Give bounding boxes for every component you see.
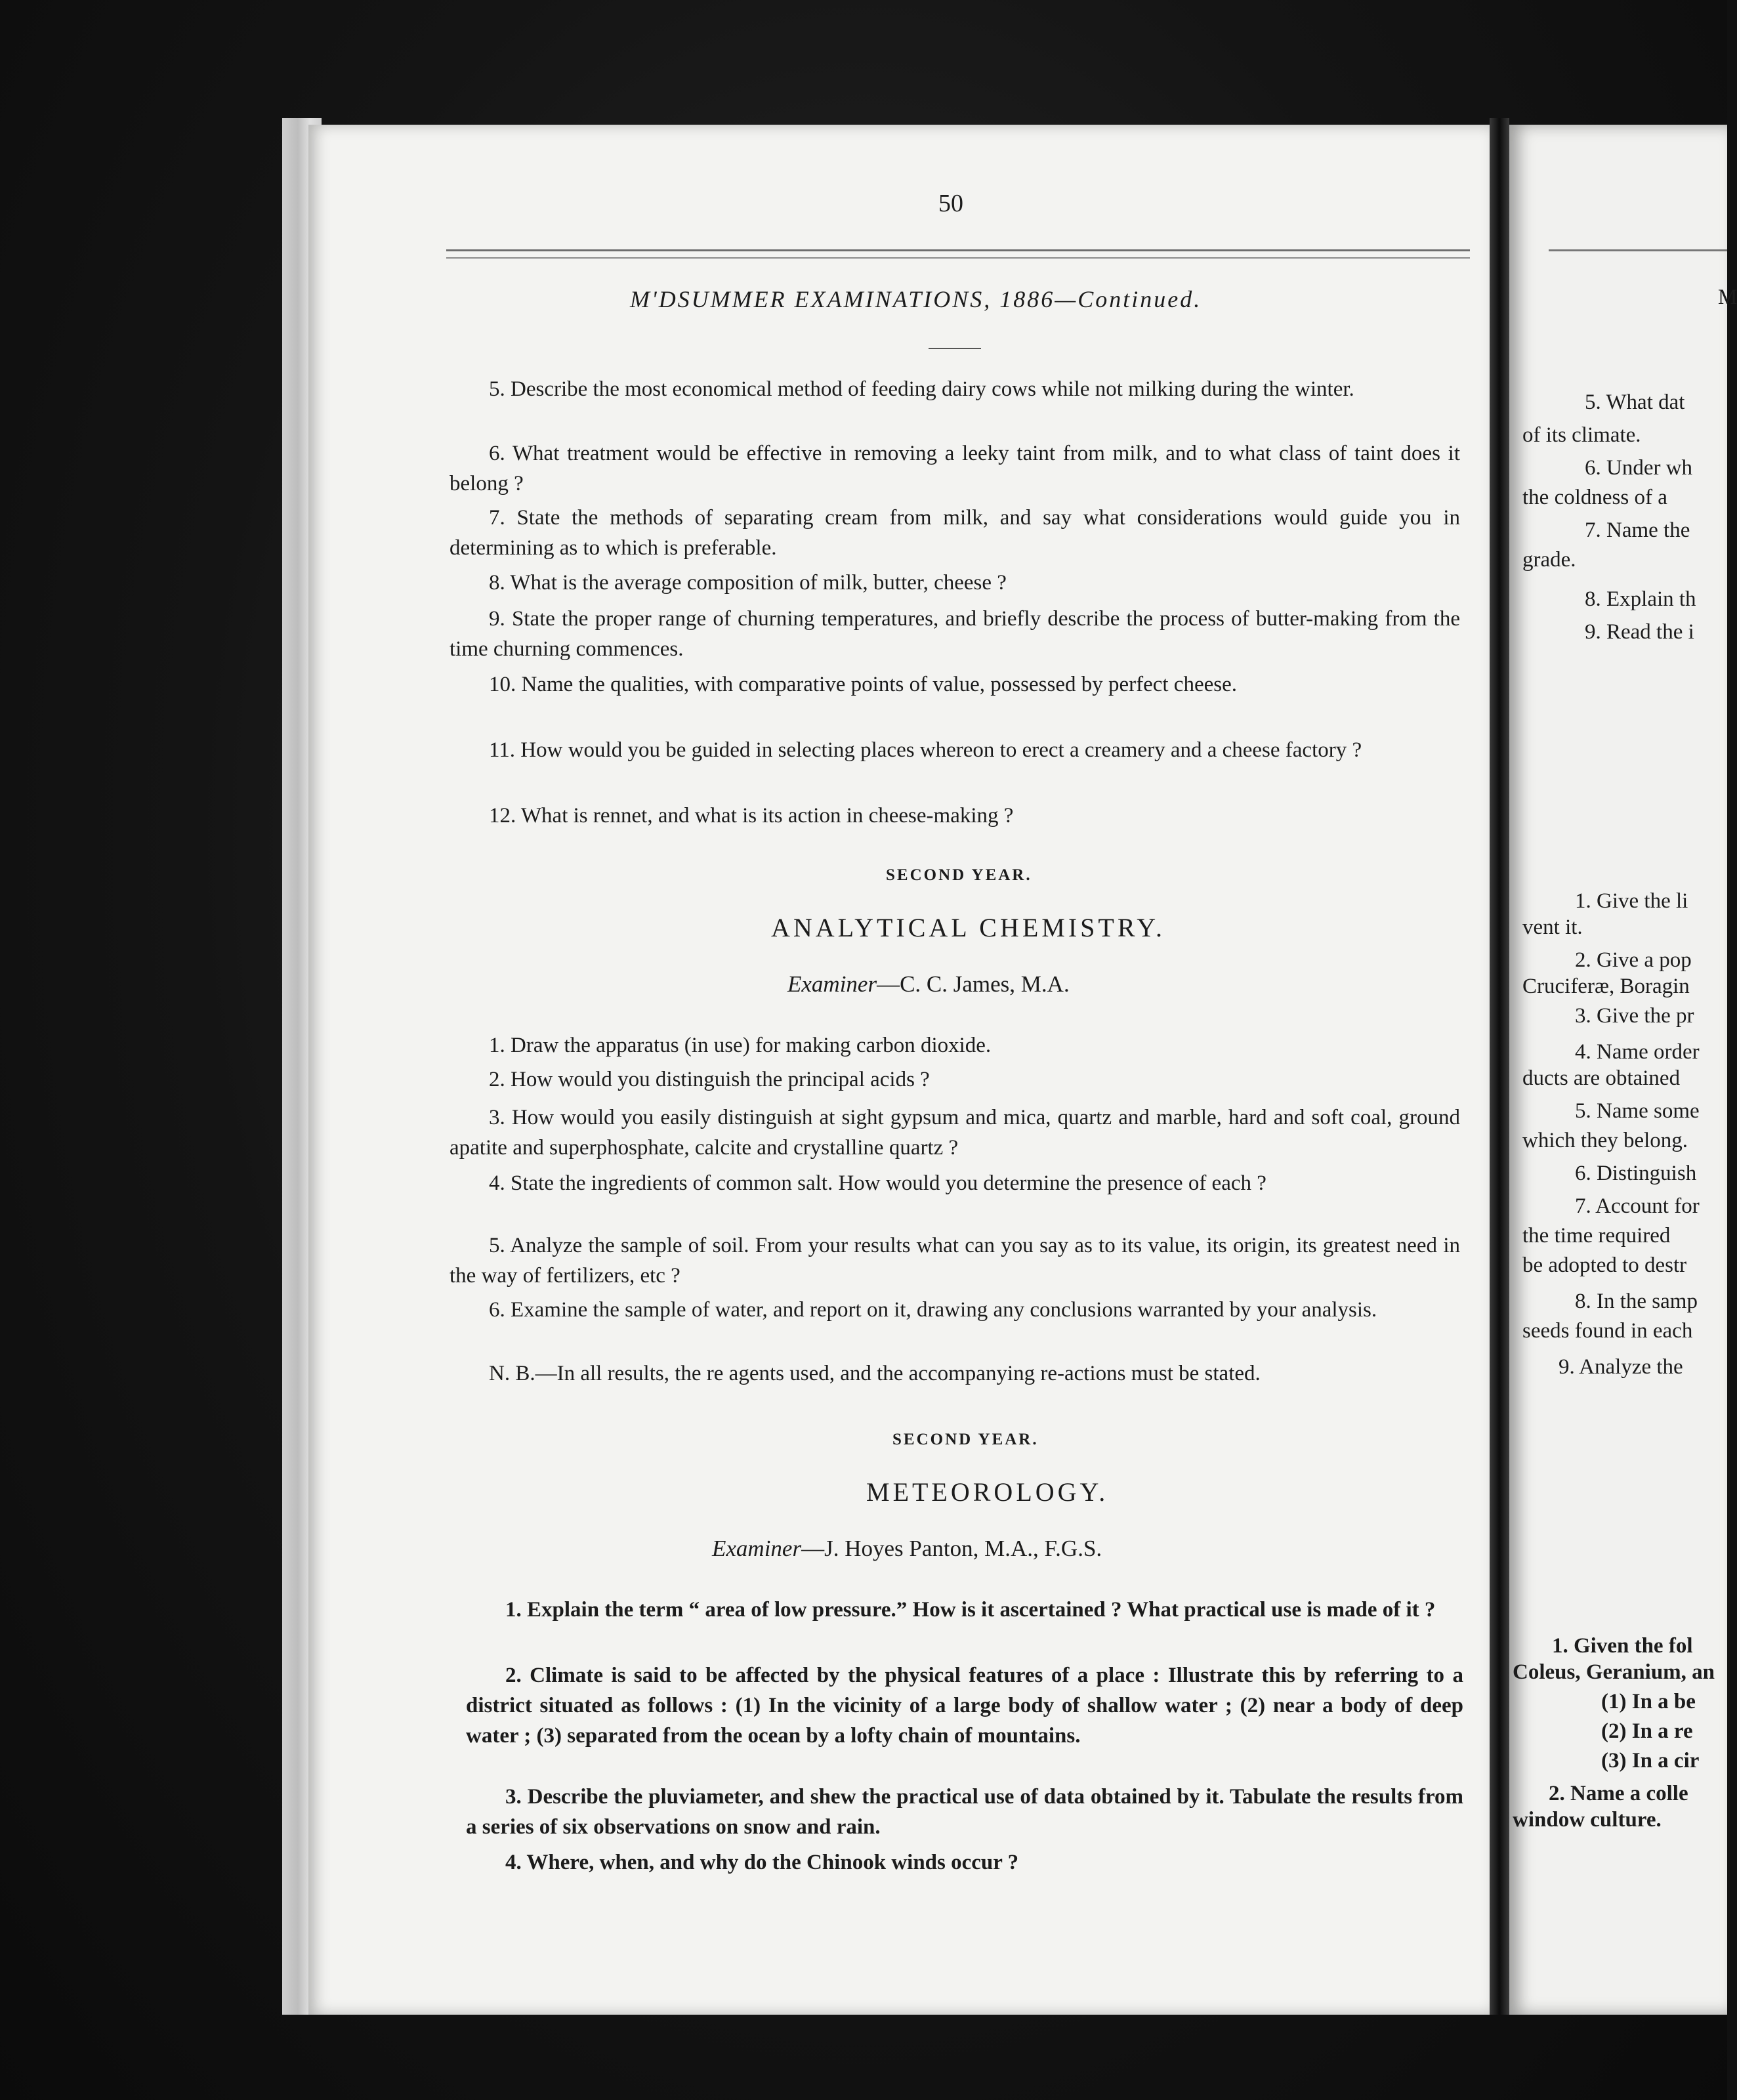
right-line: of its climate. <box>1522 423 1641 447</box>
right-line: window culture. <box>1513 1808 1662 1832</box>
examiner-label: Examiner <box>712 1536 802 1561</box>
right-line: 9. Analyze the <box>1559 1355 1683 1379</box>
right-line: the time required <box>1522 1224 1671 1248</box>
meteorology-title: METEOROLOGY. <box>866 1477 1109 1507</box>
right-line: (3) In a cir <box>1601 1749 1700 1773</box>
question-chem-1: 1. Draw the apparatus (in use) for making carbon dioxide. <box>489 1034 992 1057</box>
right-line: 5. Name some <box>1575 1099 1700 1123</box>
right-line: (2) In a re <box>1601 1719 1693 1743</box>
question-chem-4: 4. State the ingredients of common salt. How would you determine the presence of each ? <box>489 1171 1266 1195</box>
question-dairy-10: 10. Name the qualities, with comparative points of value, possessed by perfect cheese. <box>489 673 1237 696</box>
question-met-3: 3. Describe the pluviameter, and shew the practical use of data obtained by it. Tabulate the results from a series of six observations on snow and rain. <box>466 1785 1463 1839</box>
right-header-rule <box>1549 249 1727 251</box>
question-dairy-6: 6. What treatment would be effective in removing a leeky taint from milk, and to what class of taint does it belong ? <box>450 442 1460 495</box>
right-line: 8. Explain th <box>1585 587 1696 611</box>
question-met-2: 2. Climate is said to be affected by the physical features of a place : Illustrate this by referring to a district situated as follows : (1) In the vicinity of a large body of shallow water ; (2) near a body of deep water ; (3) separated from the ocean by a lofty chain of mountains. <box>466 1664 1463 1748</box>
right-line: 9. Read the i <box>1585 620 1694 644</box>
right-line: 4. Name order <box>1575 1040 1700 1064</box>
question-dairy-7: 7. State the methods of separating cream from milk, and say what considerations would guide you in determining as to which is preferable. <box>450 506 1460 560</box>
chem-nota-bene: N. B.—In all results, the re agents used, and the accompanying re-actions must be stated. <box>489 1362 1261 1385</box>
examiner-label: Examiner <box>787 971 877 997</box>
right-line: 5. What dat <box>1585 390 1685 414</box>
right-line: seeds found in each <box>1522 1319 1693 1343</box>
examiner-name: —C. C. James, M.A. <box>877 971 1070 997</box>
question-dairy-11: 11. How would you be guided in selecting places whereon to erect a creamery and a cheese factory ? <box>489 738 1362 762</box>
right-line: Cruciferæ, Boragin <box>1522 975 1690 998</box>
right-line: 6. Under wh <box>1585 456 1693 480</box>
right-line: (1) In a be <box>1601 1690 1696 1713</box>
question-dairy-9: 9. State the proper range of churning temperatures, and briefly describe the process of butter-making from the time churning commences. <box>450 607 1460 661</box>
question-chem-2: 2. How would you distinguish the principal acids ? <box>489 1068 930 1091</box>
question-dairy-8: 8. What is the average composition of milk, butter, cheese ? <box>489 571 1007 595</box>
right-line: 3. Give the pr <box>1575 1004 1694 1028</box>
question-dairy-12: 12. What is rennet, and what is its action in cheese-making ? <box>489 804 1014 828</box>
examiner-name: —J. Hoyes Panton, M.A., F.G.S. <box>801 1536 1102 1561</box>
question-dairy-5: 5. Describe the most economical method of feeding dairy cows while not milking during the winter. <box>489 377 1354 401</box>
question-met-4: 4. Where, when, and why do the Chinook winds occur ? <box>505 1851 1019 1874</box>
header-rule-bottom <box>446 257 1470 259</box>
right-line: which they belong. <box>1522 1129 1688 1152</box>
right-line: vent it. <box>1522 915 1583 939</box>
right-line: 2. Name a colle <box>1549 1782 1688 1805</box>
right-line: ducts are obtained <box>1522 1066 1681 1090</box>
header-rule-top <box>446 249 1470 251</box>
running-head: M'DSUMMER EXAMINATIONS, 1886—Continued. <box>630 286 1202 312</box>
right-running-head: M <box>1718 285 1737 309</box>
right-page <box>1509 125 1737 2015</box>
question-chem-6: 6. Examine the sample of water, and report on it, drawing any conclusions warranted by your analysis. <box>489 1298 1377 1322</box>
chemistry-year-heading: SECOND YEAR. <box>886 866 1032 884</box>
meteorology-year-heading: SECOND YEAR. <box>892 1431 1039 1448</box>
chemistry-title: ANALYTICAL CHEMISTRY. <box>771 913 1166 942</box>
right-line: 1. Give the li <box>1575 889 1688 913</box>
right-line: be adopted to destr <box>1522 1253 1687 1277</box>
right-line: 2. Give a pop <box>1575 948 1692 972</box>
right-line: 6. Distinguish <box>1575 1162 1697 1185</box>
question-chem-3: 3. How would you easily distinguish at sight gypsum and mica, quartz and marble, hard and soft coal, ground apatite and superphosphate, calcite and crystalline quartz ? <box>450 1106 1460 1160</box>
right-line: Coleus, Geranium, an <box>1513 1660 1715 1684</box>
right-line: 8. In the samp <box>1575 1290 1698 1313</box>
head-short-rule <box>929 348 981 349</box>
right-line: the coldness of a <box>1522 486 1667 509</box>
right-line: 7. Account for <box>1575 1194 1700 1218</box>
chemistry-examiner <box>787 971 1070 998</box>
book-gutter <box>1490 118 1509 2015</box>
right-line: grade. <box>1522 548 1576 572</box>
left-page <box>308 125 1490 2015</box>
right-line: 7. Name the <box>1585 518 1690 542</box>
page-number: 50 <box>938 190 963 217</box>
meteorology-examiner <box>712 1536 1102 1562</box>
question-chem-5: 5. Analyze the sample of soil. From your results what can you say as to its value, its origin, its greatest need in the way of fertilizers, etc ? <box>450 1234 1460 1288</box>
right-line: 1. Given the fol <box>1552 1634 1693 1658</box>
question-met-1: 1. Explain the term “ area of low pressure.” How is it ascertained ? What practical use is made of it ? <box>505 1598 1436 1622</box>
